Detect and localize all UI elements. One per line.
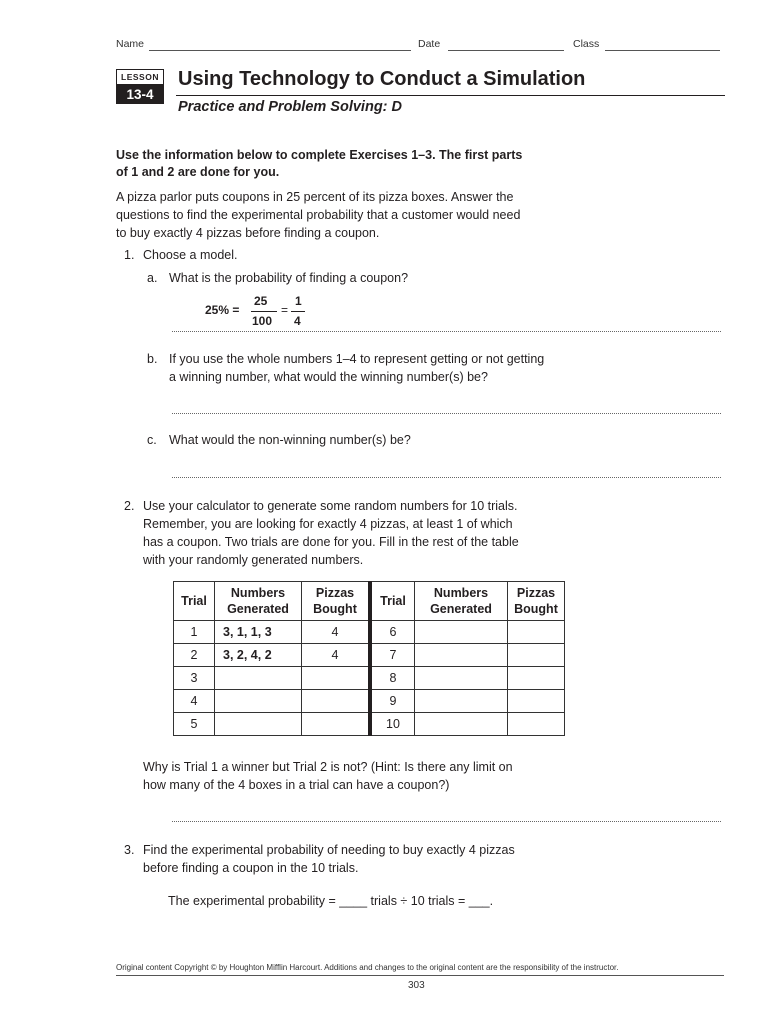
q1b-answer-line[interactable]: [172, 413, 721, 414]
q1b-label: b.: [147, 352, 158, 366]
header-pizzas-left-l2: Bought: [313, 602, 357, 616]
q2-number: 2.: [124, 499, 135, 513]
q2-line-3: has a coupon. Two trials are done for you. Fill in the rest of the table: [143, 535, 519, 549]
trial-cell: 5: [174, 713, 215, 736]
q1-number: 1.: [124, 248, 135, 262]
name-field[interactable]: [149, 50, 411, 51]
header-trial-left: Trial: [174, 582, 215, 621]
numbers-input-cell[interactable]: [215, 690, 302, 713]
numbers-input-cell[interactable]: [415, 690, 508, 713]
trials-table: [173, 581, 565, 736]
q1c-label: c.: [147, 433, 157, 447]
header-numbers-right: [415, 582, 508, 621]
q1a-numerator-1: 25: [254, 294, 268, 308]
numbers-input-cell[interactable]: [215, 713, 302, 736]
header-pizzas-left-l1: Pizzas: [315, 586, 355, 600]
instructions-line-2: of 1 and 2 are done for you.: [116, 165, 280, 179]
date-field[interactable]: [448, 50, 564, 51]
table-row: [174, 644, 565, 667]
intro-line-2: questions to find the experimental probability that a customer would need: [116, 208, 521, 222]
pizzas-input-cell[interactable]: [302, 690, 371, 713]
q2-line-4: with your randomly generated numbers.: [143, 553, 364, 567]
pizzas-input-cell[interactable]: [508, 690, 565, 713]
name-label: Name: [116, 38, 145, 50]
q1a-percent: 25% =: [205, 303, 240, 317]
q1c-text: What would the non-winning number(s) be?: [169, 433, 411, 447]
trial-cell: 7: [370, 644, 415, 667]
header-pizzas-right-l2: Bought: [514, 602, 558, 616]
q1c-answer-line[interactable]: [172, 477, 721, 478]
lesson-badge-label: LESSON: [116, 69, 164, 85]
class-field[interactable]: [605, 50, 720, 51]
pizzas-input-cell[interactable]: [508, 644, 565, 667]
q3-formula: The experimental probability = ____ trials ÷ 10 trials = ___.: [168, 894, 494, 908]
numbers-input-cell[interactable]: [415, 713, 508, 736]
pizzas-cell: 4: [302, 644, 371, 667]
table-row: [174, 713, 565, 736]
q1a-text: What is the probability of finding a coupon?: [169, 271, 409, 285]
page-number: 303: [408, 980, 425, 991]
numbers-cell: 3, 1, 1, 3: [215, 621, 302, 644]
trial-cell: 8: [370, 667, 415, 690]
numbers-input-cell[interactable]: [415, 644, 508, 667]
lesson-badge: [116, 69, 164, 103]
header-numbers-right-l2: Generated: [430, 602, 492, 616]
q1a-fraction-bar-1: [251, 311, 277, 312]
numbers-input-cell[interactable]: [415, 621, 508, 644]
trial-cell: 6: [370, 621, 415, 644]
q2-line-1: Use your calculator to generate some random numbers for 10 trials.: [143, 499, 518, 513]
pizzas-input-cell[interactable]: [302, 667, 371, 690]
q1b-line-2: a winning number, what would the winning number(s) be?: [169, 370, 488, 384]
q3-line-2: before finding a coupon in the 10 trials.: [143, 861, 359, 875]
q1a-label: a.: [147, 271, 158, 285]
q3-line-1: Find the experimental probability of needing to buy exactly 4 pizzas: [143, 843, 515, 857]
header-pizzas-right-l1: Pizzas: [516, 586, 556, 600]
q1a-fraction-bar-2: [291, 311, 305, 312]
q1a-denominator-1: 100: [252, 314, 273, 328]
q1a-answer-line[interactable]: [172, 331, 721, 332]
lesson-number: 13-4: [116, 85, 164, 104]
footer-divider: [116, 975, 724, 976]
table-row: [174, 621, 565, 644]
trial-cell: 9: [370, 690, 415, 713]
q1a-denominator-2: 4: [294, 314, 301, 328]
page-subtitle: Practice and Problem Solving: D: [178, 99, 402, 115]
q2-why-answer-line[interactable]: [172, 821, 721, 822]
header-trial-right: Trial: [370, 582, 415, 621]
date-label: Date: [418, 38, 441, 50]
table-row: [174, 690, 565, 713]
header-numbers-right-l1: Numbers: [433, 586, 489, 600]
q1a-numerator-2: 1: [295, 294, 302, 308]
page-title: Using Technology to Conduct a Simulation: [178, 68, 586, 90]
q2-why-line-2: how many of the 4 boxes in a trial can have a coupon?): [143, 778, 450, 792]
trial-cell: 3: [174, 667, 215, 690]
numbers-input-cell[interactable]: [215, 667, 302, 690]
q2-why-line-1: Why is Trial 1 a winner but Trial 2 is not? (Hint: Is there any limit on: [143, 760, 513, 774]
trial-cell: 10: [370, 713, 415, 736]
trial-cell: 4: [174, 690, 215, 713]
header-pizzas-right: [508, 582, 565, 621]
numbers-cell: 3, 2, 4, 2: [215, 644, 302, 667]
title-divider: [176, 95, 725, 96]
q3-number: 3.: [124, 843, 135, 857]
header-numbers-left-l1: Numbers: [230, 586, 286, 600]
instructions-line-1: Use the information below to complete Exercises 1–3. The first parts: [116, 148, 523, 162]
header-pizzas-left: [302, 582, 371, 621]
header-numbers-left: [215, 582, 302, 621]
q1b-line-1: If you use the whole numbers 1–4 to represent getting or not getting: [169, 352, 545, 366]
class-label: Class: [573, 38, 600, 50]
table-row: [174, 667, 565, 690]
pizzas-input-cell[interactable]: [302, 713, 371, 736]
trial-cell: 1: [174, 621, 215, 644]
copyright-notice: Original content Copyright © by Houghton Mifflin Harcourt. Additions and changes to the original content are the responsibility of the instructor.: [116, 963, 619, 972]
intro-line-3: to buy exactly 4 pizzas before finding a coupon.: [116, 226, 380, 240]
q1-text: Choose a model.: [143, 248, 238, 262]
pizzas-input-cell[interactable]: [508, 713, 565, 736]
trial-cell: 2: [174, 644, 215, 667]
pizzas-input-cell[interactable]: [508, 621, 565, 644]
numbers-input-cell[interactable]: [415, 667, 508, 690]
pizzas-cell: 4: [302, 621, 371, 644]
pizzas-input-cell[interactable]: [508, 667, 565, 690]
table-header-row: [174, 582, 565, 621]
header-numbers-left-l2: Generated: [227, 602, 289, 616]
q1a-equals: =: [281, 303, 289, 317]
q2-line-2: Remember, you are looking for exactly 4 pizzas, at least 1 of which: [143, 517, 513, 531]
intro-line-1: A pizza parlor puts coupons in 25 percent of its pizza boxes. Answer the: [116, 190, 514, 204]
